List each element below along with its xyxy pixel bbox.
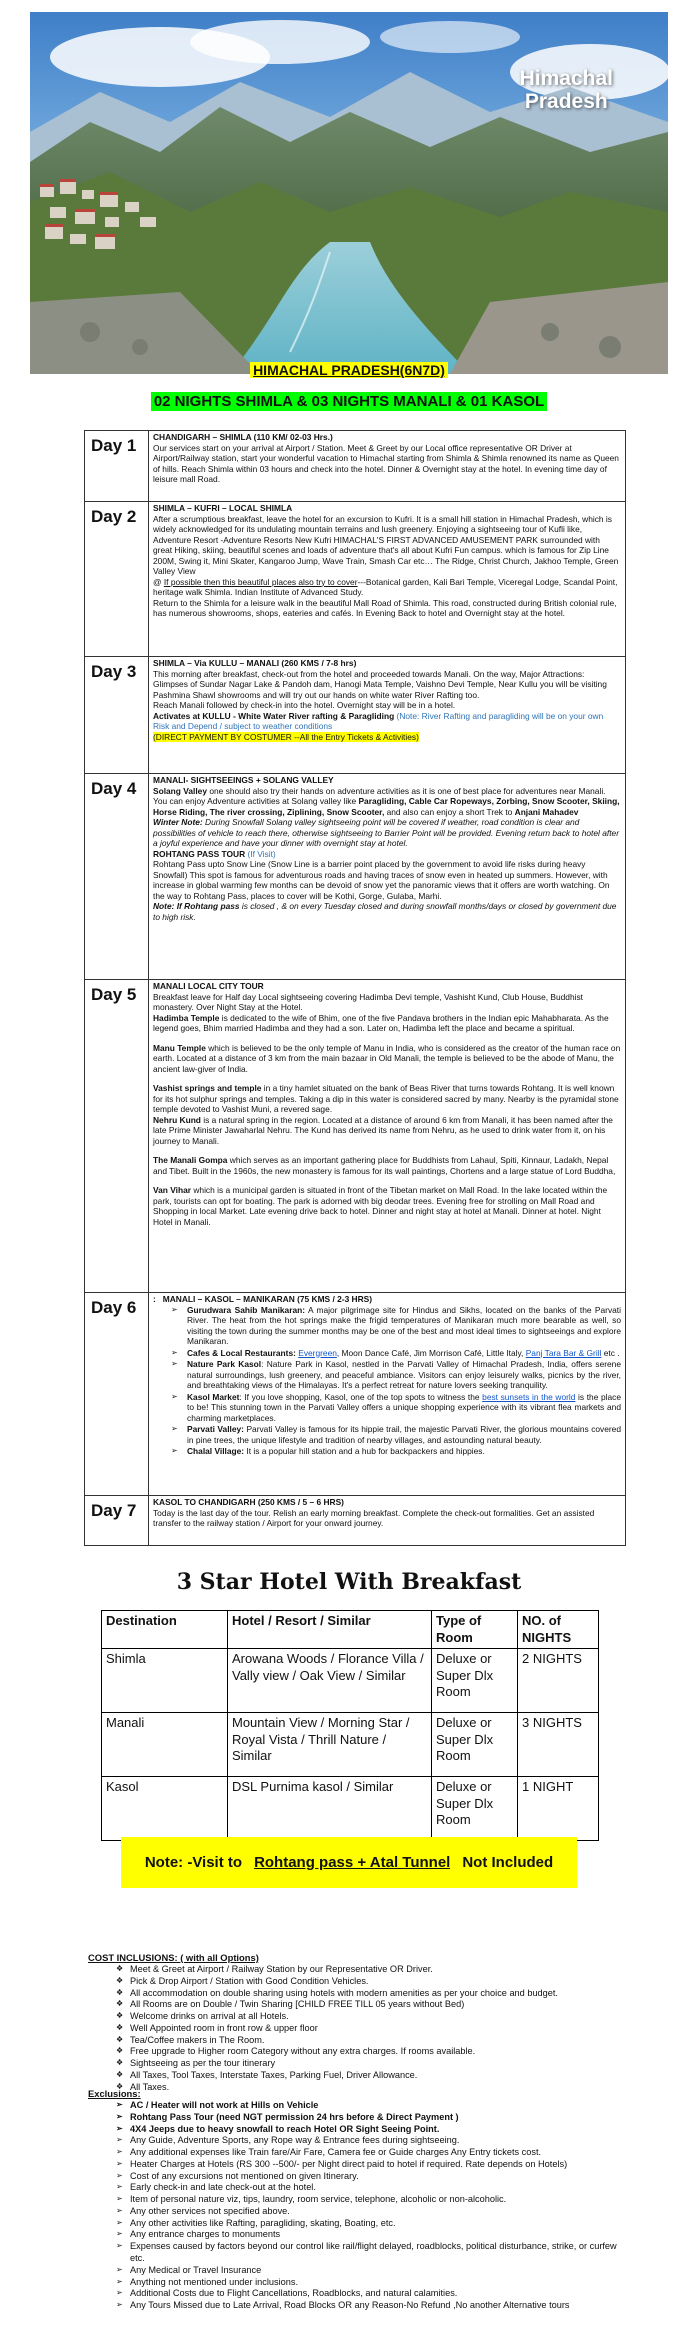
kasol-attractions-list <box>153 1305 621 1457</box>
day-heading: SHIMLA – KUFRI – LOCAL SHIMLA <box>153 503 293 513</box>
list-item: ➢ Parvati Valley: Parvati Valley is famous for its hippie trail, the majestic Parvati River, the glorious mountains covered in pine trees, the unique lifestyle and tradition of nearby villages, and astounding natural beauty. <box>187 1424 621 1445</box>
day-text: Reach Manali followed by check-in into the hotel. Overnight stay will be in a hotel. <box>153 700 456 710</box>
day-label: Day 7 <box>85 1496 149 1546</box>
list-item: ➢ Chalal Village: It is a popular hill station and a hub for backpackers and hippies. <box>187 1446 621 1457</box>
itinerary-row-day4 <box>85 774 626 980</box>
hero-title-line2: Pradesh <box>524 90 608 114</box>
day-description <box>149 1496 626 1546</box>
list-item: ➢ Rohtang Pass Tour (need NGT permission 24 hrs before & Direct Payment ) <box>130 2112 628 2124</box>
day-description <box>149 431 626 502</box>
list-item: ➢ Any Guide, Adventure Sports, any Rope way & Entrance fees during sightseeing. <box>130 2135 628 2147</box>
hotel-heading: 3 Star Hotel With Breakfast <box>176 1569 522 1595</box>
best-sunsets-link[interactable]: best sunsets in the world <box>482 1391 576 1402</box>
tour-title <box>0 362 698 380</box>
hero-title <box>520 67 613 113</box>
list-item: ➢ Expenses caused by factors beyond our control like rail/flight delayed, roadblocks, political disturbance, strike, or curfew etc. <box>130 2241 628 2265</box>
list-item: ➢ Kasol Market: If you love shopping, Kasol, one of the top spots to witness the best sunsets in the world is the place to be! This stunning town in the Parvati Valley offers a unique shopping experience with its vibrant flea markets and charming marketplaces. <box>187 1392 621 1424</box>
itinerary-row-day2 <box>85 502 626 657</box>
list-item: ❖ Welcome drinks on arrival at all Hotels. <box>130 2011 628 2023</box>
itinerary-row-day5 <box>85 980 626 1293</box>
table-row: Manali Mountain View / Morning Star / Royal Vista / Thrill Nature / Similar Deluxe or Super Dlx Room 3 NIGHTS <box>102 1713 599 1777</box>
itinerary-row-day7 <box>85 1496 626 1546</box>
list-item: ➢ Any Medical or Travel Insurance <box>130 2265 628 2277</box>
hero-title-line1: Himachal <box>519 67 613 90</box>
tour-subtitle <box>0 392 698 411</box>
hotel-table <box>101 1610 599 1841</box>
column-header: Destination <box>102 1611 228 1649</box>
day-text: After a scrumptious breakfast, leave the hotel for an excursion to Kufri. It is a small hill station in Himachal Pradesh, which is widely acknowledged for its undulating mountain terrains and lush greenery. Enjoying a sightseeing tour of Kufli like, Adventure Resort -Adventure Resorts New Kufri HIMACHAL'S FIRST ADVANCED AMUSEMENT PARK surrounded with great Hiking, skiing, beautiful scenes and loads of adventure that's all about Kufri Fun campus. which is famous for Zip Line 200M, Swing it, Mini Skater, Kangaroo Jump, Wave Train, Smash Car etc… The Ridge, Christ Church, Jakhoo Temple, Green Valley View <box>153 513 619 576</box>
list-item: ❖ Free upgrade to Higher room Category without any extra charges. If rooms available. <box>130 2046 628 2058</box>
list-item: ➢ Additional Costs due to Flight Cancellations, Roadblocks, and natural calamities. <box>130 2288 628 2300</box>
day-activity: Activates at KULLU - White Water River rafting & Paragliding (Note: River Rafting and paragliding will be on your own Risk and Depend / subject to weather conditions <box>153 710 604 731</box>
list-item: ➢ Nature Park Kasol: Nature Park in Kasol, nestled in the Parvati Valley of Himachal Pradesh, India, offers serene natural surroundings, lush greenery, and peaceful ambiance. Visitors can enjoy leisurely walks, picnics by the river, and breathtaking views of the Himalayas. It's a perfect retreat for nature lovers seeking tranquility. <box>187 1359 621 1391</box>
rohtang-note: Note: -Visit toRohtang pass + Atal TunnelNot Included <box>0 1837 698 1888</box>
day-description: : MANALI – KASOL – MANIKARAN (75 KMS / 2-3 HRS) ➢ Gurudwara Sahib Manikaran: A major pilgrimage site for Hindus and Sikhs, located on the banks of the Parvati River. The heat from the hot springs make the frigid temperatures of Manikaran much more bearable as well, so visiting the town during the summer months may be one of the best and most ideal times to sightseeings and explore Manikaran. ➢ Cafes & Local Restaurants: Evergreen, Moon Dance Café, Jim Morrison Café, Little Italy, Panj Tara Bar & Grill etc . ➢ Nature Park Kasol: Nature Park in Kasol, nestled in the Parvati Valley of Himachal Pradesh, India, offers serene natural surroundings, lush greenery, and peaceful ambiance. Visitors can enjoy leisurely walks, picnics by the river, and breathtaking views of the Himalayas. It's a perfect retreat for nature lovers seeking tranquility. ➢ Kasol Market: If you love shopping, Kasol, one of the top spots to witness the best sunsets in the world is the place to be! This stunning town in the Parvati Valley offers a unique shopping experience with its vibrant flea markets and charming marketplaces. ➢ Parvati Valley: Parvati Valley is famous for its hippie trail, the majestic Parvati River, the glorious mountains covered in pine trees, the unique lifestyle and tradition of nearby villages, and astounding natural beauty. ➢ Chalal Village: It is a popular hill station and a hub for backpackers and hippies. <box>149 1293 626 1496</box>
evergreen-link[interactable]: Evergreen <box>298 1347 337 1358</box>
list-item: ➢ AC / Heater will not work at Hills on Vehicle <box>130 2100 628 2112</box>
itinerary-row-day1 <box>85 431 626 502</box>
cost-inclusions <box>88 1952 628 2093</box>
list-item: ❖ All Rooms are on Double / Twin Sharing [CHILD FREE TILL 05 years without Bed) <box>130 1999 628 2011</box>
day-heading: MANALI LOCAL CITY TOUR <box>153 981 264 991</box>
itinerary-row-day6 <box>85 1293 626 1496</box>
day-label: Day 6 <box>85 1293 149 1496</box>
day-text: Today is the last day of the tour. Relish an early morning breakfast. Complete the check-out formalities. Get an assisted transfer to the railway station / Airport for your onward journey. <box>153 1507 595 1528</box>
exclusions-list <box>88 2100 628 2312</box>
list-item: ➢ Item of personal nature viz, tips, laundry, room service, telephone, alcoholic or non-alcoholic. <box>130 2194 628 2206</box>
list-item: ➢ Cost of any excursions not mentioned on given Itinerary. <box>130 2171 628 2183</box>
list-item: ➢ Early check-in and late check-out at the hotel. <box>130 2182 628 2194</box>
day-text: This morning after breakfast, check-out from the hotel and proceeded towards Manali. On the way, Major Attractions: Glimpses of Sundar Nagar Lake & Pandoh dam, Hanogi Mata Temple, Vaishno Devi Temple, Near Kullu you will be visiting Pashmina Shawl showrooms and will try out our hands on white water River Rafting too. <box>153 668 607 700</box>
day-description: MANALI- SIGHTSEEINGS + SOLANG VALLEY Solang Valley one should also try their hands on adventure activities as it is one of best place for adventures near Manali. You can enjoy Adventure activities at Solang valley like Paragliding, Cable Car Ropeways, Zorbing, Snow Scooter, Skiing, Horse Riding, The river crossing, Ziplining, Snow Scooter, and also can enjoy a short Trek to Anjani Mahadev Winter Note: During Snowfall Solang valley sightseeing point will be covered if weather, road condition is clear and possibilities of vehicle to reach there, otherwise sightseeing to Barrier Point will be provided. Evening return back to hotel after a joyful experience and have your dinner with overnight stay at hotel. ROHTANG PASS TOUR (If Visit) Rohtang Pass upto Snow Line (Snow Line is a barrier point placed by the government to avoid life risks during heavy Snowfall) This spot is famous for adventurous roads and having traces of snow even in heated up summers. However, with increase in global warming few months can be devoid of snow yet the panoramic views that it offers are worth watching. On the way to Rohtang Pass, places to cover will be Kothi, Gorge, Gulaba, Marhi. Note: If Rohtang pass is closed , & on every Tuesday closed and during snowfall months/days or closed by government due to high risk. <box>149 774 626 980</box>
inclusions-list <box>88 1964 628 2093</box>
direct-payment-note: (DIRECT PAYMENT BY COSTUMER --All the Entry Tickets & Activities) <box>153 731 419 742</box>
day-label: Day 2 <box>85 502 149 657</box>
day-label: Day 3 <box>85 657 149 774</box>
section-heading: Exclusions: <box>88 2088 141 2099</box>
list-item: ➢ Any additional expenses like Train fare/Air Fare, Camera fee or Guide charges Any Entry tickets cost. <box>130 2147 628 2159</box>
section-heading: COST INCLUSIONS: ( with all Options) <box>88 1952 259 1963</box>
day-heading: KASOL TO CHANDIGARH (250 KMS / 5 – 6 HRS) <box>153 1497 344 1507</box>
day-heading: SHIMLA – Via KULLU – MANALI (260 KMS / 7-8 hrs) <box>153 658 357 668</box>
list-item: ➢ Any other services not specified above. <box>130 2206 628 2218</box>
list-item: ❖ All Taxes, Tool Taxes, Interstate Taxes, Parking Fuel, Driver Allowance. <box>130 2070 628 2082</box>
day-label: Day 4 <box>85 774 149 980</box>
list-item: ❖ Pick & Drop Airport / Station with Good Condition Vehicles. <box>130 1976 628 1988</box>
list-item: ➢ Any Tours Missed due to Late Arrival, Road Blocks OR any Reason-No Refund ,No another Alternative tours <box>130 2300 628 2312</box>
itinerary-row-day3 <box>85 657 626 774</box>
list-item: ❖ Meet & Greet at Airport / Railway Station by our Representative OR Driver. <box>130 1964 628 1976</box>
list-item: ❖ Well Appointed room in front row & upper floor <box>130 2023 628 2035</box>
tour-title-text: HIMACHAL PRADESH(6N7D) <box>250 362 448 378</box>
hero-image <box>30 12 668 374</box>
list-item: ➢ Gurudwara Sahib Manikaran: A major pilgrimage site for Hindus and Sikhs, located on the banks of the Parvati River. The heat from the hot springs make the frigid temperatures of Manikaran much more bearable as well, so visiting the town during the summer months may be one of the best and most ideal times to sightseeings and explore Manikaran. <box>187 1305 621 1347</box>
table-row: Shimla Arowana Woods / Florance Villa / Vally view / Oak View / Similar Deluxe or Super Dlx Room 2 NIGHTS <box>102 1649 599 1713</box>
list-item: ➢ Cafes & Local Restaurants: Evergreen, Moon Dance Café, Jim Morrison Café, Little Italy, Panj Tara Bar & Grill etc . <box>187 1348 621 1359</box>
day-description <box>149 657 626 774</box>
list-item: ➢ Anything not mentioned under inclusions. <box>130 2277 628 2289</box>
list-item: ➢ Any other activities like Rafting, paragliding, skating, Boating, etc. <box>130 2218 628 2230</box>
column-header: Type of Room <box>432 1611 518 1649</box>
day-description <box>149 502 626 657</box>
column-header: NO. of NIGHTS <box>518 1611 599 1649</box>
exclusions <box>88 2088 628 2312</box>
day-text: Return to the Shimla for a leisure walk in the beautiful Mall Road of Shimla. This road, constructed during British colonial rule, has numerous showrooms, shops, eateries and cafés. In Evening Back to hotel and Overnight stay at the hotel. <box>153 597 617 618</box>
day-heading: MANALI- SIGHTSEEINGS + SOLANG VALLEY <box>153 775 334 785</box>
column-header: Hotel / Resort / Similar <box>228 1611 432 1649</box>
list-item: ❖ Sightseeing as per the tour itinerary <box>130 2058 628 2070</box>
hotel-header-row <box>102 1611 599 1649</box>
day-text-optional: @ If possible then this beautiful places also try to cover---Botanical garden, Kali Bari Temple, Viceregal Lodge, Scandal Point, heritage walk Shimla. Indian Institute of Advanced Study. <box>153 576 618 597</box>
day-text: Our services start on your arrival at Airport / Station. Meet & Greet by our Local office representative OR Driver at Airport/Railway station, start your wonderful vacation to Himachal starting from Shimla & Shimla renowned its name as Queen of hills. Reach Shimla within 03 hours and check into the hotel. Dinner & Overnight stay at the hotel. In evening time day of leisure mall Road. <box>153 442 619 484</box>
day-label: Day 5 <box>85 980 149 1293</box>
day-label: Day 1 <box>85 431 149 502</box>
tour-subtitle-text: 02 NIGHTS SHIMLA & 03 NIGHTS MANALI & 01 KASOL <box>151 392 547 411</box>
panj-tara-link[interactable]: Panj Tara Bar & Grill <box>525 1347 602 1358</box>
day-heading: CHANDIGARH – SHIMLA (110 KM/ 02-03 Hrs.) <box>153 432 333 442</box>
list-item: ➢ Heater Charges at Hotels (RS 300 --500/- per Night direct paid to hotel if required. Rate depends on Hotels) <box>130 2159 628 2171</box>
day-heading: MANALI – KASOL – MANIKARAN (75 KMS / 2-3 HRS) <box>162 1294 373 1304</box>
list-item: ➢ 4X4 Jeeps due to heavy snowfall to reach Hotel OR Sight Seeing Point. <box>130 2124 628 2136</box>
list-item: ➢ Any entrance charges to monuments <box>130 2229 628 2241</box>
itinerary-table <box>84 430 626 1546</box>
list-item: ❖ All Taxes. <box>130 2082 628 2094</box>
table-row: Kasol DSL Purnima kasol / Similar Deluxe or Super Dlx Room 1 NIGHT <box>102 1777 599 1841</box>
day-description: MANALI LOCAL CITY TOUR Breakfast leave for Half day Local sightseeing covering Hadimba Devi temple, Vashisht Kund, Club House, Buddhist monastery. Over Night Stay at the Hotel. Hadimba Temple is dedicated to the wife of Bhim, one of the five Pandava brothers in the Indian epic Mahabharata. As the legend goes, Bhim married Hadimba and they had a son. Later on, Hadimba left the place and became a spiritual. Manu Temple which is believed to be the only temple of Manu in India, who is considered as the creator of the human race on earth. Located at a distance of 3 km from the main bazaar in Old Manali, the temple is believed to be the abode of Manu, the ancient law-giver of India. Vashist springs and temple in a tiny hamlet situated on the bank of Beas River that turns towards Rohtang. It is well known for its hot sulphur springs and temples. Taking a dip in this water is considered sacred by many. Nearby is the pyramidal stone temple devoted to Vashist Muni, a revered sage. Nehru Kund is a natural spring in the region. Located at a distance of around 6 km from Manali, it has been named after the late Prime Minister Jawaharlal Nehru. The Kund has derived its name from Nehru, as he used to drink water from it, on his journey to Manali. The Manali Gompa which serves as an important gathering place for Buddhists from Lahaul, Spiti, Kinnaur, Ladakh, Nepal and Tibet. Built in the 1960s, the new monastery is famous for its wall paintings, Chortens and a large statue of Lord Buddha, Van Vihar which is a municipal garden is situated in front of the Tibetan market on Mall Road. In the lake located within the park, tourists can opt for boating. The park is adorned with big deodar trees. Evening free for strolling on Mall Road and Shopping in local Market. Late evening drive back to hotel. Dinner and night stay at hotel at Manali. Dinner at hotel. Night Hotel in Manali. <box>149 980 626 1293</box>
list-item: ❖ All accommodation on double sharing using hotels with modern amenities as per your choice and budget. <box>130 1988 628 2000</box>
list-item: ❖ Tea/Coffee makers in The Room. <box>130 2035 628 2047</box>
